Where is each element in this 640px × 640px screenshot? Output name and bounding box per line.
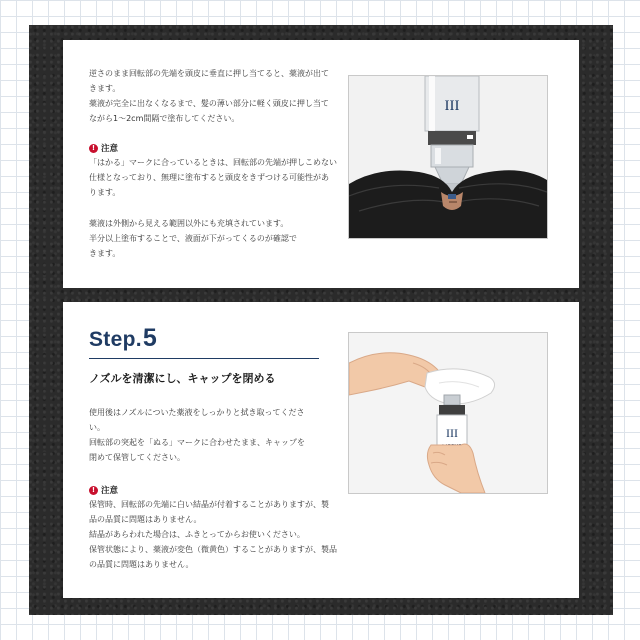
nozzle-wiping-illustration bbox=[348, 332, 548, 494]
step-divider bbox=[89, 358, 319, 359]
fill-note: 薬液は外側から見える範囲以外にも充填されています。 半分以上塗布することで、液面が下がってくるのが確認で きます。 bbox=[89, 219, 297, 258]
bottle-logo bbox=[445, 98, 460, 114]
svg-text:III: III bbox=[444, 98, 460, 114]
warning-icon: ! bbox=[89, 144, 98, 153]
instruction-paragraph: 使用後はノズルについた薬液をしっかりと拭き取ってくださ い。 bbox=[89, 408, 305, 432]
instruction-paragraph: 薬液が完全に出なくなるまで、髪の薄い部分に軽く頭皮に押し当て ながら1〜2cm間隔で塗布してください。 bbox=[89, 99, 329, 123]
application-instructions-panel bbox=[63, 40, 579, 288]
step-heading: ノズルを清潔にし、キャップを閉める bbox=[89, 372, 276, 385]
step-number: 5 bbox=[142, 324, 157, 352]
warning-icon: ! bbox=[89, 486, 98, 495]
caution-label bbox=[89, 142, 118, 154]
caution-title: 注意 bbox=[101, 486, 119, 496]
caution-text: 保管時、回転部の先端に白い結晶が付着することがありますが、製 品の品質に問題はありません。 結晶があらわれた場合は、ふきとってからお使いください。 保管状態により、薬液が変色（微黄色）することがありますが、製品 の品質に問題はありません。 bbox=[89, 500, 337, 569]
caution-text: 「はかる」マークに合っているときは、回転部の先端が押しこめない 仕様となっており、無理に塗布すると頭皮をきずつける可能性があ ります。 bbox=[89, 158, 337, 197]
caution-title: 注意 bbox=[101, 144, 119, 154]
step-label bbox=[89, 324, 157, 353]
step-word: Step. bbox=[89, 328, 142, 351]
step-5-panel bbox=[63, 302, 579, 598]
instruction-paragraph: 回転部の突起を「ぬる」マークに合わせたまま、キャップを 閉めて保管してください。 bbox=[89, 438, 305, 462]
instruction-paragraph: 逆さのまま回転部の先端を頭皮に垂直に押し当てると、薬液が出て きます。 bbox=[89, 69, 329, 93]
svg-text:III: III bbox=[446, 426, 458, 440]
bottle-logo bbox=[446, 426, 458, 440]
scalp-application-illustration bbox=[348, 75, 548, 239]
caution-label bbox=[89, 484, 118, 496]
